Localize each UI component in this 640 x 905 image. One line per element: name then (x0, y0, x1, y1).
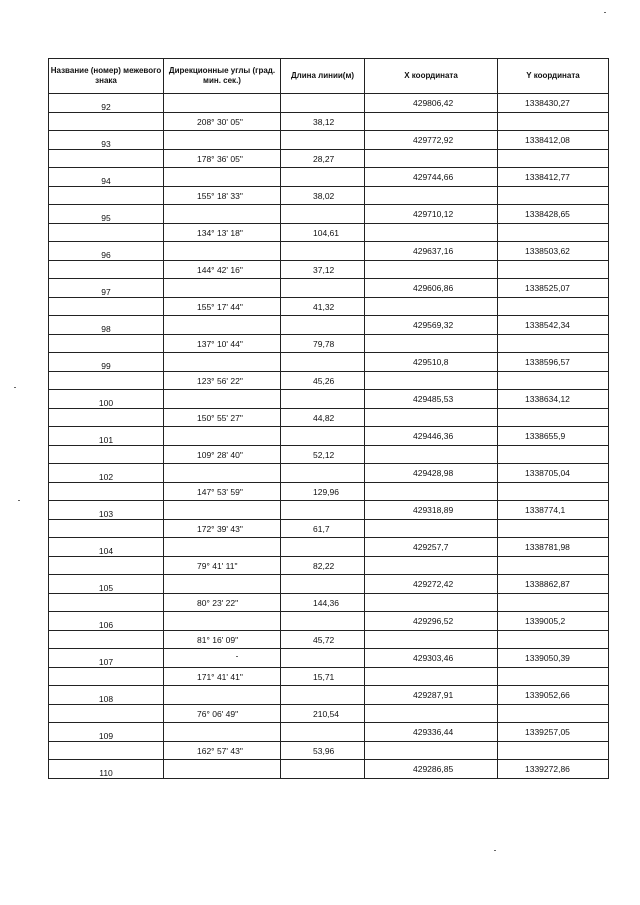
y-coordinate-cell: 1338705,04 (498, 464, 609, 483)
point-row (49, 390, 609, 409)
point-name-cell: 92 (49, 94, 164, 113)
empty-length-cell (281, 723, 365, 742)
empty-x-cell (365, 557, 498, 575)
header-y-coordinate: Y координата (498, 59, 609, 94)
empty-angle-cell (164, 168, 281, 187)
direction-angle-cell: 172° 39' 43" (164, 520, 281, 538)
point-row (49, 131, 609, 150)
empty-y-cell (498, 187, 609, 205)
point-name-cell: 107 (49, 649, 164, 668)
scan-speck (494, 850, 496, 851)
segment-row (49, 372, 609, 390)
empty-y-cell (498, 372, 609, 390)
table-header-row (49, 59, 609, 94)
empty-name-cell (49, 594, 164, 612)
line-length-cell: 37,12 (281, 261, 365, 279)
y-coordinate-cell: 1339257,05 (498, 723, 609, 742)
empty-angle-cell (164, 723, 281, 742)
empty-length-cell (281, 612, 365, 631)
x-coordinate-cell: 429286,85 (365, 760, 498, 779)
point-name-cell: 105 (49, 575, 164, 594)
point-name-cell: 97 (49, 279, 164, 298)
point-name-cell: 109 (49, 723, 164, 742)
empty-name-cell (49, 150, 164, 168)
point-row (49, 760, 609, 779)
empty-x-cell (365, 483, 498, 501)
empty-x-cell (365, 742, 498, 760)
direction-angle-cell: 123° 56' 22" (164, 372, 281, 390)
header-line-length: Длина линии(м) (281, 59, 365, 94)
y-coordinate-cell: 1339050,39 (498, 649, 609, 668)
y-coordinate-cell: 1338412,08 (498, 131, 609, 150)
direction-angle-cell: 208° 30' 05" (164, 113, 281, 131)
empty-length-cell (281, 353, 365, 372)
empty-name-cell (49, 372, 164, 390)
header-x-coordinate: X координата (365, 59, 498, 94)
empty-length-cell (281, 575, 365, 594)
empty-x-cell (365, 372, 498, 390)
empty-y-cell (498, 520, 609, 538)
x-coordinate-cell: 429806,42 (365, 94, 498, 113)
empty-name-cell (49, 705, 164, 723)
boundary-points-table (48, 58, 609, 779)
line-length-cell: 52,12 (281, 446, 365, 464)
empty-name-cell (49, 668, 164, 686)
empty-y-cell (498, 409, 609, 427)
y-coordinate-cell: 1338781,98 (498, 538, 609, 557)
line-length-cell: 41,32 (281, 298, 365, 316)
point-name-cell: 110 (49, 760, 164, 779)
empty-y-cell (498, 742, 609, 760)
empty-length-cell (281, 649, 365, 668)
x-coordinate-cell: 429710,12 (365, 205, 498, 224)
direction-angle-cell: 109° 28' 40" (164, 446, 281, 464)
direction-angle-cell: 81° 16' 09" (164, 631, 281, 649)
y-coordinate-cell: 1339005,2 (498, 612, 609, 631)
line-length-cell: 44,82 (281, 409, 365, 427)
empty-x-cell (365, 594, 498, 612)
line-length-cell: 82,22 (281, 557, 365, 575)
direction-angle-cell: 178° 36' 05" (164, 150, 281, 168)
point-row (49, 168, 609, 187)
direction-angle-cell: 147° 53' 59" (164, 483, 281, 501)
empty-angle-cell (164, 205, 281, 224)
empty-angle-cell (164, 94, 281, 113)
empty-angle-cell (164, 686, 281, 705)
empty-x-cell (365, 409, 498, 427)
segment-row (49, 187, 609, 205)
direction-angle-cell: 134° 13' 18" (164, 224, 281, 242)
direction-angle-cell: 144° 42' 16" (164, 261, 281, 279)
empty-length-cell (281, 390, 365, 409)
y-coordinate-cell: 1338525,07 (498, 279, 609, 298)
empty-x-cell (365, 298, 498, 316)
empty-y-cell (498, 150, 609, 168)
x-coordinate-cell: 429318,89 (365, 501, 498, 520)
empty-length-cell (281, 501, 365, 520)
empty-name-cell (49, 187, 164, 205)
empty-length-cell (281, 686, 365, 705)
segment-row (49, 557, 609, 575)
line-length-cell: 129,96 (281, 483, 365, 501)
point-row (49, 538, 609, 557)
empty-x-cell (365, 113, 498, 131)
x-coordinate-cell: 429272,42 (365, 575, 498, 594)
line-length-cell: 45,26 (281, 372, 365, 390)
header-direction-angle: Дирекционные углы (град. мин. сек.) (164, 59, 281, 94)
segment-row (49, 335, 609, 353)
point-row (49, 316, 609, 335)
point-name-cell: 103 (49, 501, 164, 520)
point-row (49, 242, 609, 261)
line-length-cell: 28,27 (281, 150, 365, 168)
segment-row (49, 113, 609, 131)
point-row (49, 575, 609, 594)
scan-speck (236, 656, 238, 657)
point-name-cell: 96 (49, 242, 164, 261)
empty-x-cell (365, 520, 498, 538)
point-name-cell: 106 (49, 612, 164, 631)
y-coordinate-cell: 1338774,1 (498, 501, 609, 520)
point-row (49, 279, 609, 298)
y-coordinate-cell: 1338412,77 (498, 168, 609, 187)
empty-length-cell (281, 427, 365, 446)
empty-angle-cell (164, 464, 281, 483)
empty-angle-cell (164, 279, 281, 298)
point-row (49, 649, 609, 668)
empty-name-cell (49, 224, 164, 242)
segment-row (49, 483, 609, 501)
empty-x-cell (365, 224, 498, 242)
segment-row (49, 668, 609, 686)
segment-row (49, 224, 609, 242)
direction-angle-cell: 162° 57' 43" (164, 742, 281, 760)
y-coordinate-cell: 1338596,57 (498, 353, 609, 372)
empty-length-cell (281, 168, 365, 187)
empty-name-cell (49, 483, 164, 501)
x-coordinate-cell: 429303,46 (365, 649, 498, 668)
empty-name-cell (49, 557, 164, 575)
empty-length-cell (281, 464, 365, 483)
scan-speck (18, 500, 20, 501)
point-name-cell: 99 (49, 353, 164, 372)
point-name-cell: 102 (49, 464, 164, 483)
empty-y-cell (498, 335, 609, 353)
y-coordinate-cell: 1338430,27 (498, 94, 609, 113)
point-row (49, 686, 609, 705)
empty-length-cell (281, 760, 365, 779)
point-row (49, 94, 609, 113)
empty-y-cell (498, 557, 609, 575)
direction-angle-cell: 150° 55' 27" (164, 409, 281, 427)
empty-length-cell (281, 242, 365, 261)
empty-length-cell (281, 205, 365, 224)
point-name-cell: 100 (49, 390, 164, 409)
segment-row (49, 631, 609, 649)
point-name-cell: 108 (49, 686, 164, 705)
direction-angle-cell: 155° 18' 33" (164, 187, 281, 205)
point-row (49, 501, 609, 520)
point-row (49, 205, 609, 224)
y-coordinate-cell: 1338655,9 (498, 427, 609, 446)
direction-angle-cell: 79° 41' 11" (164, 557, 281, 575)
line-length-cell: 38,02 (281, 187, 365, 205)
point-name-cell: 101 (49, 427, 164, 446)
line-length-cell: 15,71 (281, 668, 365, 686)
empty-length-cell (281, 94, 365, 113)
point-name-cell: 94 (49, 168, 164, 187)
segment-row (49, 261, 609, 279)
empty-length-cell (281, 131, 365, 150)
empty-name-cell (49, 335, 164, 353)
scan-speck (14, 387, 16, 388)
empty-x-cell (365, 705, 498, 723)
empty-name-cell (49, 742, 164, 760)
segment-row (49, 705, 609, 723)
empty-x-cell (365, 187, 498, 205)
direction-angle-cell: 171° 41' 41" (164, 668, 281, 686)
y-coordinate-cell: 1338862,87 (498, 575, 609, 594)
empty-angle-cell (164, 575, 281, 594)
point-row (49, 723, 609, 742)
point-row (49, 427, 609, 446)
empty-x-cell (365, 668, 498, 686)
line-length-cell: 144,36 (281, 594, 365, 612)
empty-angle-cell (164, 612, 281, 631)
empty-y-cell (498, 298, 609, 316)
segment-row (49, 298, 609, 316)
segment-row (49, 150, 609, 168)
direction-angle-cell: 137° 10' 44" (164, 335, 281, 353)
empty-angle-cell (164, 242, 281, 261)
direction-angle-cell: 155° 17' 44" (164, 298, 281, 316)
empty-y-cell (498, 113, 609, 131)
empty-x-cell (365, 261, 498, 279)
segment-row (49, 520, 609, 538)
x-coordinate-cell: 429257,7 (365, 538, 498, 557)
empty-x-cell (365, 335, 498, 353)
empty-y-cell (498, 446, 609, 464)
x-coordinate-cell: 429772,92 (365, 131, 498, 150)
x-coordinate-cell: 429510,8 (365, 353, 498, 372)
x-coordinate-cell: 429446,36 (365, 427, 498, 446)
y-coordinate-cell: 1338542,34 (498, 316, 609, 335)
empty-angle-cell (164, 501, 281, 520)
direction-angle-cell: 80° 23' 22" (164, 594, 281, 612)
x-coordinate-cell: 429569,32 (365, 316, 498, 335)
segment-row (49, 594, 609, 612)
empty-name-cell (49, 520, 164, 538)
header-point-name: Название (номер) межевого знака (49, 59, 164, 94)
direction-angle-cell: 76° 06' 49" (164, 705, 281, 723)
y-coordinate-cell: 1338503,62 (498, 242, 609, 261)
x-coordinate-cell: 429744,66 (365, 168, 498, 187)
x-coordinate-cell: 429637,16 (365, 242, 498, 261)
line-length-cell: 53,96 (281, 742, 365, 760)
empty-name-cell (49, 409, 164, 427)
y-coordinate-cell: 1338428,65 (498, 205, 609, 224)
empty-y-cell (498, 705, 609, 723)
point-name-cell: 98 (49, 316, 164, 335)
x-coordinate-cell: 429428,98 (365, 464, 498, 483)
empty-angle-cell (164, 316, 281, 335)
y-coordinate-cell: 1339052,66 (498, 686, 609, 705)
empty-y-cell (498, 668, 609, 686)
empty-y-cell (498, 483, 609, 501)
segment-row (49, 446, 609, 464)
table-body (49, 94, 609, 779)
scan-speck (604, 12, 606, 13)
point-row (49, 612, 609, 631)
line-length-cell: 45,72 (281, 631, 365, 649)
empty-length-cell (281, 316, 365, 335)
empty-name-cell (49, 113, 164, 131)
segment-row (49, 409, 609, 427)
point-name-cell: 95 (49, 205, 164, 224)
empty-length-cell (281, 538, 365, 557)
line-length-cell: 61,7 (281, 520, 365, 538)
y-coordinate-cell: 1338634,12 (498, 390, 609, 409)
point-name-cell: 93 (49, 131, 164, 150)
x-coordinate-cell: 429336,44 (365, 723, 498, 742)
empty-x-cell (365, 446, 498, 464)
empty-x-cell (365, 631, 498, 649)
line-length-cell: 38,12 (281, 113, 365, 131)
empty-y-cell (498, 261, 609, 279)
empty-angle-cell (164, 353, 281, 372)
point-row (49, 353, 609, 372)
line-length-cell: 210,54 (281, 705, 365, 723)
empty-y-cell (498, 594, 609, 612)
empty-angle-cell (164, 131, 281, 150)
x-coordinate-cell: 429287,91 (365, 686, 498, 705)
x-coordinate-cell: 429485,53 (365, 390, 498, 409)
x-coordinate-cell: 429606,86 (365, 279, 498, 298)
line-length-cell: 104,61 (281, 224, 365, 242)
empty-name-cell (49, 261, 164, 279)
empty-angle-cell (164, 538, 281, 557)
empty-angle-cell (164, 649, 281, 668)
empty-angle-cell (164, 760, 281, 779)
empty-y-cell (498, 631, 609, 649)
x-coordinate-cell: 429296,52 (365, 612, 498, 631)
empty-y-cell (498, 224, 609, 242)
empty-x-cell (365, 150, 498, 168)
empty-length-cell (281, 279, 365, 298)
point-name-cell: 104 (49, 538, 164, 557)
segment-row (49, 742, 609, 760)
y-coordinate-cell: 1339272,86 (498, 760, 609, 779)
empty-name-cell (49, 631, 164, 649)
line-length-cell: 79,78 (281, 335, 365, 353)
empty-angle-cell (164, 427, 281, 446)
empty-name-cell (49, 446, 164, 464)
empty-name-cell (49, 298, 164, 316)
point-row (49, 464, 609, 483)
empty-angle-cell (164, 390, 281, 409)
